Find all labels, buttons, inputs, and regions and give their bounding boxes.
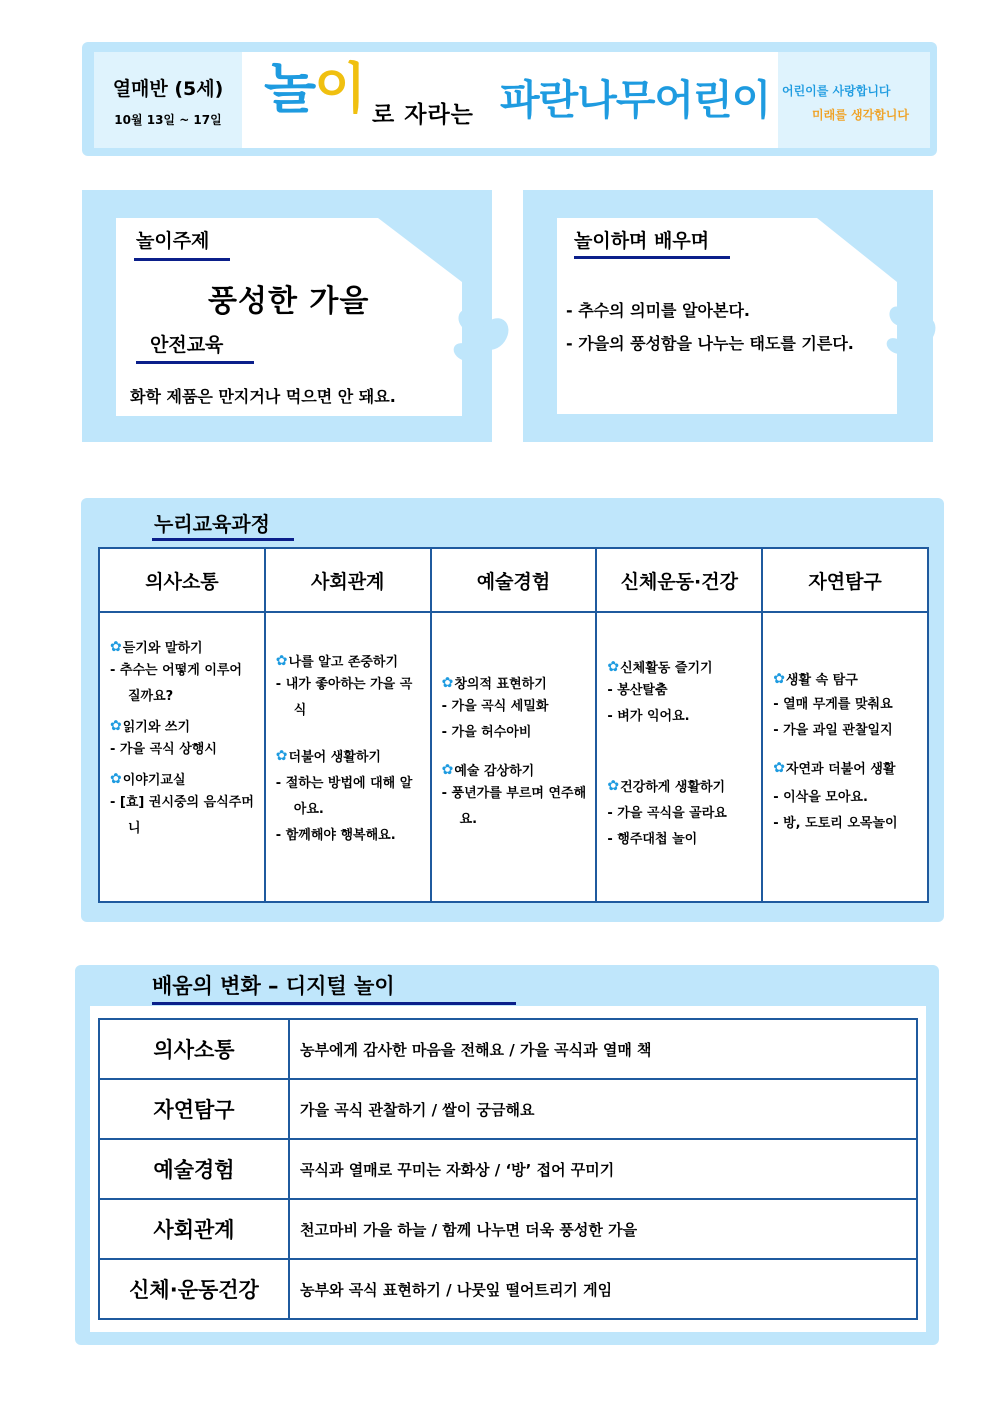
nuri-item: - 풍년가를 부르며 연주해요. [441,786,587,827]
nuri-col-nature: 자연탐구 [762,548,928,612]
nuri-item: - 이삭을 모아요. [773,790,868,805]
flower-icon: ✿ [110,638,122,655]
theme-title: 풍성한 가을 [208,284,370,319]
title-play-char-1: 놀 [264,57,315,120]
learn-item-1: - 추수의 의미를 알아본다. [566,301,750,320]
nuri-sub: 창의적 표현하기 [454,677,547,692]
digital-activity: 농부에게 감사한 마음을 전해요 / 가을 곡식과 열매 책 [289,1019,917,1079]
nuri-item: - 절하는 방법에 대해 알아요. [275,776,413,817]
flower-icon: ✿ [607,658,620,675]
nuri-item: - 벼가 익어요. [607,709,690,724]
nuri-sub: 듣기와 말하기 [122,641,203,656]
digital-activity: 농부와 곡식 표현하기 / 나뭇잎 떨어트리기 게임 [289,1259,917,1319]
title-middle: 로 자라는 [372,102,474,128]
learn-heading-underline [574,256,730,259]
flower-icon: ✿ [773,670,785,687]
nuri-cell-nature [762,612,928,902]
theme-heading: 놀이주제 [136,230,210,252]
nuri-item: - 열매 무게를 맞춰요 [773,697,893,712]
nuri-table [98,547,929,903]
flower-icon: ✿ [773,759,785,776]
nuri-sub: 건강하게 생활하기 [620,780,726,795]
digital-area: 사회관계 [99,1199,289,1259]
nuri-sub: 자연과 더불어 생활 [785,762,896,777]
header-slogan-box [778,52,930,148]
safety-heading-underline [136,361,254,364]
safety-text: 화학 제품은 만지거나 먹으면 안 돼요. [130,387,396,406]
table-row [99,1139,917,1199]
nuri-item: - 가을 허수아비 [441,725,532,740]
nuri-item: - 가을 곡식 상행시 [110,742,217,757]
nuri-item: - 방, 도토리 오목놀이 [773,816,898,831]
nuri-heading: 누리교육과정 [154,512,270,536]
table-row [99,1079,917,1139]
flower-icon: ✿ [110,717,122,734]
nuri-item: - 가을 과일 관찰일지 [773,723,893,738]
flower-icon: ✿ [275,652,288,669]
table-row [99,1259,917,1319]
nuri-sub: 나를 알고 존중하기 [288,655,399,670]
table-row [99,1019,917,1079]
title-play [264,57,365,120]
nuri-cell-art [431,612,597,902]
flower-icon: ✿ [275,747,288,764]
nuri-cell-communication [99,612,265,902]
nuri-col-social: 사회관계 [265,548,431,612]
flower-icon: ✿ [441,761,454,778]
digital-area: 의사소통 [99,1019,289,1079]
flower-icon: ✿ [441,674,454,691]
digital-table [98,1018,918,1320]
date-range: 10월 13일 ~ 17일 [114,113,222,127]
water-drop-icon [448,304,522,378]
class-name: 열매반 (5세) [112,78,224,100]
digital-activity: 천고마비 가을 하늘 / 함께 나누면 더욱 풍성한 가을 [289,1199,917,1259]
learn-heading: 놀이하며 배우며 [574,230,710,252]
nuri-sub: 읽기와 쓰기 [122,720,191,735]
water-drop-icon [884,302,944,366]
table-row [99,1199,917,1259]
flower-icon: ✿ [110,770,122,787]
digital-heading-underline [152,1002,516,1005]
safety-heading: 안전교육 [150,334,224,356]
nuri-sub: 신체활동 즐기기 [620,661,713,676]
theme-heading-underline [134,258,230,261]
digital-activity: 가을 곡식 관찰하기 / 쌀이 궁금해요 [289,1079,917,1139]
nuri-col-communication: 의사소통 [99,548,265,612]
nuri-cell-social [265,612,431,902]
nuri-item: - 함께해야 행복해요. [275,828,396,843]
flower-icon: ✿ [607,777,620,794]
digital-activity: 곡식과 열매로 꾸미는 자화상 / ‘방’ 접어 꾸미기 [289,1139,917,1199]
nuri-sub: 예술 감상하기 [454,764,535,779]
title-brand: 파란나무어린이 [500,76,771,124]
nuri-item: - 추수는 어떻게 이루어 질까요? [110,663,242,704]
nuri-item: - 행주대첩 놀이 [607,832,698,847]
nuri-sub: 생활 속 탐구 [785,673,858,688]
nuri-item: - 봉산탈춤 [607,683,668,698]
nuri-item: - 가을 곡식 세밀화 [441,699,549,714]
slogan-future: 미래를 생각합니다 [812,108,909,122]
nuri-heading-underline [152,538,294,541]
digital-area: 예술경험 [99,1139,289,1199]
nuri-item: - 내가 좋아하는 가을 곡식 [275,677,413,718]
learn-item-2: - 가을의 풍성함을 나누는 태도를 기른다. [566,334,854,353]
nuri-item: - [효] 권시중의 음식주머니 [110,795,254,836]
nuri-cell-physical [596,612,762,902]
nuri-item: - 가을 곡식을 골라요 [607,806,727,821]
digital-heading: 배움의 변화 – 디지털 놀이 [152,974,395,998]
nuri-sub: 이야기교실 [122,773,186,788]
digital-area: 신체·운동건강 [99,1259,289,1319]
title-play-char-2: 이 [314,57,365,120]
nuri-col-physical: 신체운동·건강 [596,548,762,612]
nuri-sub: 더불어 생활하기 [288,750,381,765]
slogan-love: 어린이를 사랑합니다 [782,84,891,98]
nuri-col-art: 예술경험 [431,548,597,612]
digital-area: 자연탐구 [99,1079,289,1139]
